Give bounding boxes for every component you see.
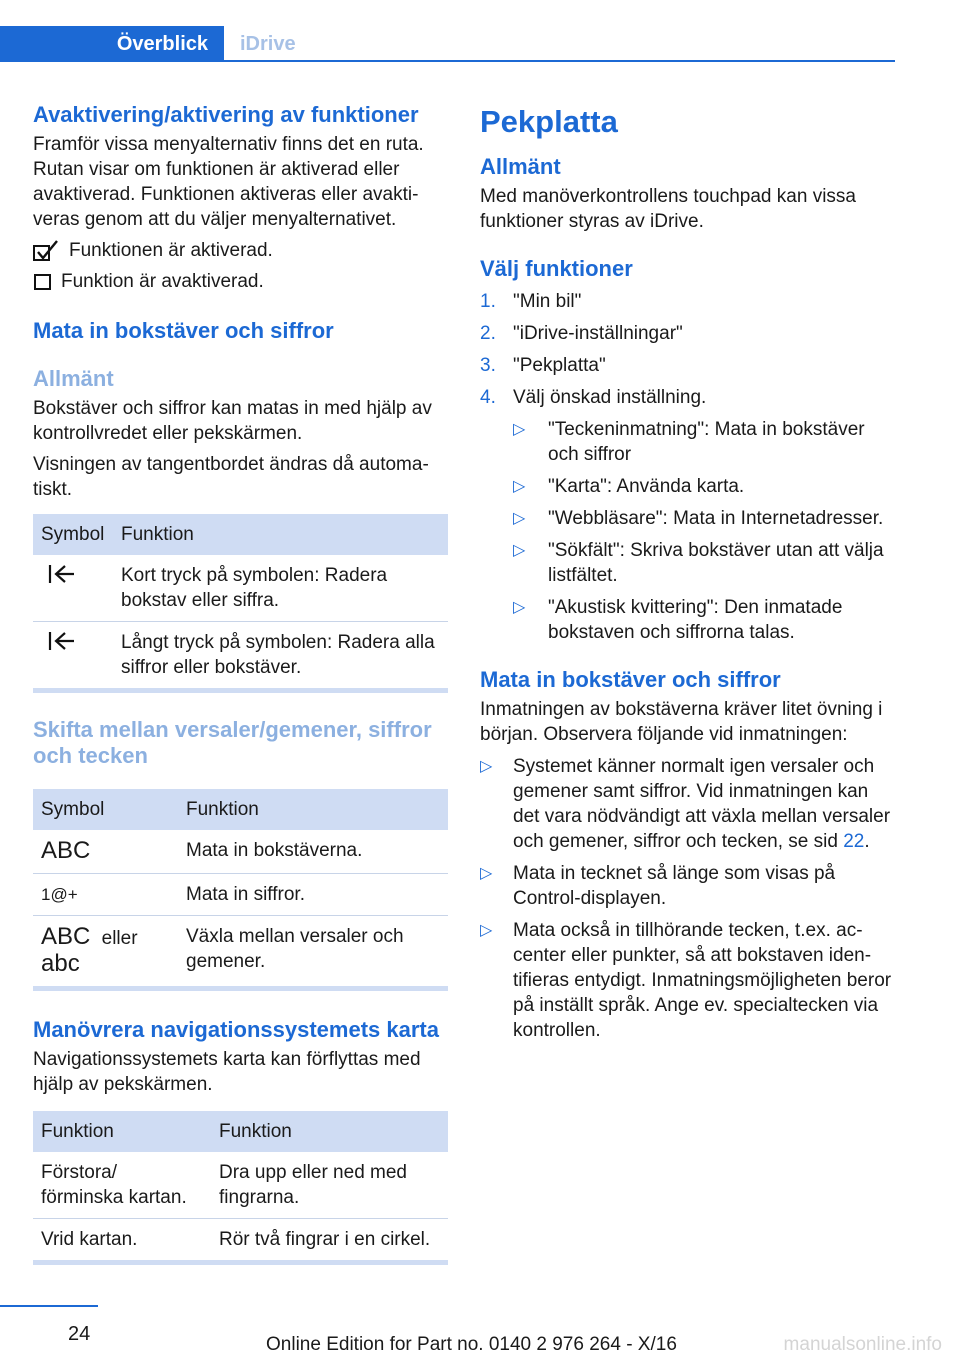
backspace-icon <box>33 622 113 689</box>
table-cell: Kort tryck på symbolen: Radera bokstav eller siffra. <box>113 555 448 622</box>
triangle-icon: ▷ <box>513 478 526 495</box>
table-cell: Mata in siffror. <box>178 874 448 916</box>
heading-manovrera: Manövrera navigationssystemets karta <box>33 1017 439 1042</box>
table-row <box>33 916 448 987</box>
list-item: ▷ "Webbläsare": Mata in Internetadresser. <box>513 508 884 529</box>
triangle-icon: ▷ <box>480 865 493 882</box>
top-tab-bar <box>0 26 895 62</box>
paragraph-allmant-1: Bokstäver och siffror kan matas in med hjälp av kontrollvredet eller pekskärmen. <box>33 398 432 444</box>
list-item: 3. "Pekplatta" <box>480 355 606 376</box>
paragraph-allmant-right: Med manöverkontrollens touchpad kan vissa funktioner styras av iDrive. <box>480 186 856 232</box>
list-item: ▷ Systemet känner normalt igen versaler och gemener samt siffror. Vid inmatningen kan det vara nödvändigt att växla mellan versaler och gemener, siffror och tecken, se sid 22. <box>480 756 891 852</box>
triangle-icon: ▷ <box>513 599 526 616</box>
list-item: ▷ Mata in tecknet så länge som visas på Control-displayen. <box>480 863 836 909</box>
list-item: ▷ "Karta": Använda karta. <box>513 476 745 497</box>
table-header-funktion: Funktion <box>33 1111 211 1152</box>
unchecked-text: Funktion är avaktiverad. <box>61 271 264 292</box>
list-item: 1. "Min bil" <box>480 291 582 312</box>
table-cell: Rör två fingrar i en cirkel. <box>219 1229 431 1250</box>
edition-text: Online Edition for Part no. 0140 2 976 264 - X/16 <box>266 1334 677 1355</box>
table-end-bar <box>33 986 448 991</box>
table-header-funktion: Funktion <box>178 789 448 830</box>
list-item: ▷ Mata också in tillhörande tecken, t.ex. accenter eller punkter, så att bokstaven identifieras entydigt. Inmatningsmöjligheten beror på inställt språk. Ange ev. specialtecken via kontrollen. <box>480 920 892 1041</box>
table-cell: Långt tryck på symbolen: Radera alla siffror eller bokstäver. <box>121 632 435 678</box>
list-item: ▷ "Teckeninmatning": Mata in bokstäver och siffror <box>513 419 865 465</box>
heading-valj-funktioner: Välj funktioner <box>480 256 633 281</box>
heading-skifta: Skifta mellan versaler/gemener, siffror och tecken <box>33 717 432 768</box>
heading-mata-in: Mata in bokstäver och siffror <box>33 318 334 343</box>
case-switch-symbol <box>33 916 178 987</box>
list-item: ▷ "Akustisk kvittering": Den inmatade bokstaven och siffrorna talas. <box>513 597 843 643</box>
steps-list <box>480 289 895 645</box>
table-cell: Dra upp eller ned med fingrarna. <box>211 1152 448 1219</box>
page-number: 24 <box>68 1323 91 1345</box>
triangle-icon: ▷ <box>513 542 526 559</box>
heading-pekplatta: Pekplatta <box>480 104 618 139</box>
tab-overblick[interactable]: Överblick <box>0 26 224 62</box>
table-cell: Vrid kartan. <box>41 1229 138 1250</box>
backspace-icon <box>33 555 113 622</box>
page-link[interactable]: 22 <box>843 831 865 852</box>
table-row <box>33 555 448 622</box>
paragraph-mata-in: Inmatningen av bokstäverna kräver litet övning i början. Observera följande vid inmatningen: <box>480 699 883 745</box>
table-end-bar <box>33 1260 448 1265</box>
table-row <box>33 874 448 916</box>
abc-upper-icon: ABC <box>41 923 91 950</box>
substeps-list <box>513 417 895 645</box>
bullet-list <box>480 754 895 1043</box>
checked-row <box>33 238 448 263</box>
table-shift-symbols <box>33 789 448 986</box>
table-header-funktion: Funktion <box>211 1111 448 1152</box>
table-header-symbol: Symbol <box>33 789 178 830</box>
eller-label: eller <box>101 928 138 949</box>
list-item: ▷ "Sökfält": Skriva bokstäver utan att välja listfältet. <box>513 540 884 586</box>
heading-allmant-right: Allmänt <box>480 154 561 179</box>
unchecked-row <box>33 269 448 294</box>
table-row <box>33 1152 448 1219</box>
table-cell: Mata in bokstäverna. <box>178 830 448 874</box>
numbers-symbols-icon: 1@+ <box>33 874 178 916</box>
table-header-symbol: Symbol <box>33 514 113 555</box>
watermark: manualsonline.info <box>783 1334 942 1355</box>
triangle-icon: ▷ <box>480 758 493 775</box>
triangle-icon: ▷ <box>513 510 526 527</box>
table-row <box>33 1219 448 1261</box>
right-column <box>480 100 895 1043</box>
triangle-icon: ▷ <box>513 421 526 438</box>
footer-rule <box>0 1305 98 1307</box>
list-item: 4. Välj önskad inställning. ▷ "Teckeninmatning": Mata in bokstäver och siffror ▷ "Karta": Använda karta. ▷ "Webbläsare": Mata in Internetadresser. ▷ "Sökfält": Skriva bokstäver utan att välja listfältet. ▷ "Akustisk kvittering": Den inmatade bokstaven och siffrorna talas. <box>480 385 895 645</box>
table-map-gestures <box>33 1111 448 1260</box>
heading-mata-in-right: Mata in bokstäver och siffror <box>480 667 781 692</box>
abc-upper-icon: ABC <box>33 830 178 874</box>
table-row <box>33 622 448 689</box>
abc-lower-icon: abc <box>41 950 80 977</box>
heading-avaktivering: Avaktivering/aktivering av funktioner <box>33 102 419 127</box>
table-cell: Växla mellan versaler och gemener. <box>186 926 404 972</box>
table-row <box>33 830 448 874</box>
checkbox-unchecked-icon <box>33 272 61 292</box>
table-header-funktion: Funktion <box>113 514 448 555</box>
table-cell: Förstora/ förminska kartan. <box>33 1152 211 1219</box>
paragraph-avaktivering: Framför vissa menyalternativ finns det en ruta. Rutan visar om funktionen är aktiverad eller avaktiverad. Funktionen aktiveras eller avaktiveras genom att du väljer menyalternativet. <box>33 134 424 230</box>
checked-text: Funktionen är aktiverad. <box>69 240 273 261</box>
table-delete-symbols <box>33 514 448 688</box>
triangle-icon: ▷ <box>480 922 493 939</box>
heading-allmant-left: Allmänt <box>33 366 114 391</box>
tab-idrive[interactable]: iDrive <box>240 33 296 55</box>
paragraph-manovrera: Navigationssystemets karta kan förflyttas med hjälp av pekskärmen. <box>33 1049 421 1095</box>
table-end-bar <box>33 688 448 693</box>
paragraph-allmant-2: Visningen av tangentbordet ändras då automatiskt. <box>33 454 429 500</box>
left-column <box>33 100 448 1265</box>
list-item: 2. "iDrive-inställningar" <box>480 323 683 344</box>
checkbox-checked-icon <box>33 240 65 262</box>
